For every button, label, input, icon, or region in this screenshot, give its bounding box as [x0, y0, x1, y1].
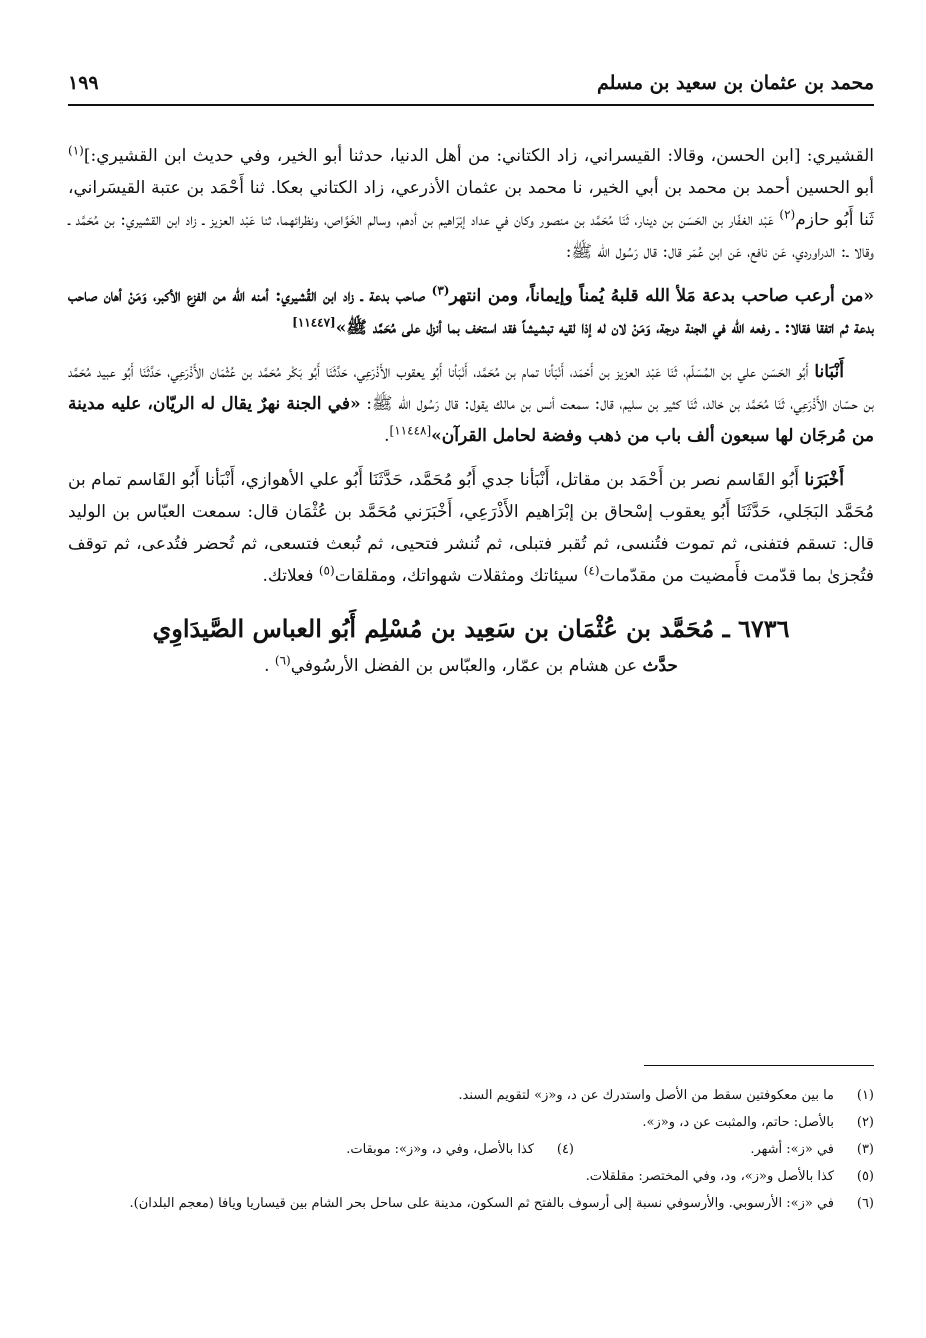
- text-run: سيئاتك ومثقلات شهواتك، ومقلقات: [334, 566, 584, 586]
- footnote-text: في «ز»: الأرسوبي. والأرسوفي نسبة إلى أرسوف بالفتح ثم السكون، مدينة على ساحل بحر الشام بين قيساريا ويافا (معجم البلدان).: [129, 1196, 834, 1211]
- footnote-number: (٦): [856, 1196, 874, 1211]
- hadith-reference-number: [١١٤٤٧]: [292, 315, 336, 330]
- text-run: أبو الحسين أحمد بن محمد بن أبي الخير، نا محمد بن عثمان الأذرعي، زاد الكتاني بعكا. ثنا أَحْمَد بن عتبة القيسَراني، ثَنا أَبُو حازم: [68, 178, 875, 230]
- hadith-text: صاحب بدعة ـ زاد ابن القُشيري: أمنه الله من الفزع الأكبر، وَمَنْ أهان صاحب بدعة ثم اتفقا فقالا: ـ رفعه الله في الجنة درجة، وَمَنْ لان له إذا لقيه تبشيشاً فقد استخف بما أنزل على مُحَمَّد ﷺ»: [68, 286, 874, 338]
- footnotes: [68, 1082, 874, 1217]
- entry-text: [68, 650, 874, 682]
- footnote-4: [274, 1136, 574, 1163]
- footnote-3: [574, 1136, 874, 1163]
- footnote-marker: (١): [68, 143, 84, 158]
- text-run: عن هشام بن عمّار، والعبّاس بن الفضل الأرسُوفي: [290, 656, 643, 676]
- hadith-reference-number: [١١٤٤٨]: [389, 423, 432, 438]
- text-run: فعلاتك.: [262, 566, 319, 586]
- footnote-2: [68, 1109, 874, 1136]
- footnote-text: كذا بالأصل و«ز»، ود، وفي المختصر: مقلقلات.: [585, 1169, 834, 1184]
- footnote-marker: (٥): [318, 563, 335, 578]
- paragraph-lead-word: أَخْبَرَنا: [804, 470, 845, 490]
- footnote-6: [68, 1190, 874, 1217]
- paragraph-lead-word: أَنْبَانا: [814, 362, 844, 382]
- hadith-text: «من أرعب صاحب بدعة مَلأ الله قلبهُ يُمناً وإيماناً، ومن انتهر: [449, 286, 874, 306]
- text-run: عَبْد الغفّار بن الحَسَن بن دينار، ثَنَا مُحَمَّد بن منصور وكان في عداد إبْرَاهيم بن أدهم، وسالم الخَوَّاص، ونظرائهما، ثنا عَبْد العزيز ـ زاد ابن القشيري: بن مُحَمَّد ـ وقالا ـ: الدراوردي، عَن نافع، عَن ابن عُمَر قال: قال رَسُول الله ﷺ:: [68, 210, 874, 262]
- footnote-1: [68, 1082, 874, 1109]
- text-run: أَبُو القَاسم نصر بن أَحْمَد بن مقاتل، أَنْبَأنا جدي أَبُو مُحَمَّد، حَدَّثَنَا أَبُو علي الأهوازي، أَنْبَأنا أَبُو القَاسم تمام بن مُحَمَّد البَجَلي، حَدَّثَنَا أَبُو يعقوب إسْحاق بن إبْرَاهيم الأَذْرَعِي، أَخْبَرَني مُحَمَّد بن عُثْمَان قال: سمعت العبّاس بن الوليد قال: تسقم فتفنى، ثم تموت فتُنسى، ثم تُقبر فتبلى، ثم تُنشر فتحيى، ثم تُبعث فتسعى، ثم تُحضر فتُدعى، ثم توقف فتُجزىٰ بما قدّمت فأَمضيت من مقدّمات: [68, 470, 874, 586]
- footnote-number: (٢): [856, 1115, 874, 1130]
- page-header: [68, 66, 874, 106]
- footnote-text: في «ز»: أشهر.: [750, 1142, 834, 1157]
- hadith-text: «في الجنة نهرٌ يقال له الريّان، عليه مدينة من مُرجَان لها سبعون ألف باب من ذهب وفضة لحامل القرآن»: [68, 394, 874, 446]
- paragraph-isnad: [68, 140, 874, 268]
- header-rule: [68, 104, 874, 106]
- text-run: أَبُو الحَسَن علي بن المُسَلّم، ثَنَا عَبْد العزيز بن أَحْمَد، أَنْبَأنا تمام بن مُحَمَّد، أَنْبَأنا أَبُو يعقوب الأَذْرَعِي، حَدَّثَنَا أَبُو بَكْر مُحَمَّد بن عُثْمَان الأَذْرَعِي، حَدَّثَنَا أَبُو عبيد مُحَمَّد بن حسّان الأَذْرَعِي، ثَنَا مُحَمَّد بن خالد، ثَنَا كثير بن سليم، قال: سمعت أنس بن مالك يقول: قال رَسُول الله ﷺ:: [68, 362, 874, 414]
- book-page: [68, 0, 874, 1338]
- footnote-text: ما بين معكوفتين سقط من الأصل واستدرك عن د، و«ز» لتقويم السند.: [458, 1088, 834, 1103]
- footnote-marker: (٢): [779, 207, 796, 222]
- running-title: محمد بن عثمان بن سعيد بن مسلم: [597, 72, 874, 94]
- entry-heading: ٦٧٣٦ ـ مُحَمَّد بن عُثْمَان بن سَعِيد بن مُسْلِم أَبُو العباس الصَّيدَاوِي: [152, 614, 790, 643]
- footnote-text: بالأصل: حاتم، والمثبت عن د، و«ز».: [642, 1115, 834, 1130]
- footnote-number: (١): [856, 1088, 874, 1103]
- main-text: [68, 140, 874, 694]
- paragraph-anbana: [68, 356, 874, 452]
- paragraph-lead-word: حدَّث: [642, 656, 678, 676]
- footnote-rule: [644, 1065, 874, 1066]
- paragraph-akhbarana: [68, 464, 874, 592]
- text-run: .: [264, 656, 275, 676]
- footnote-marker: (٦): [274, 653, 291, 668]
- footnote-5: [68, 1163, 874, 1190]
- page-number: ١٩٩: [68, 72, 99, 94]
- footnote-number: (٣): [856, 1142, 874, 1157]
- footnote-number: (٥): [856, 1169, 874, 1184]
- footnote-text: كذا بالأصل، وفي د، و«ز»: موبقات.: [346, 1142, 534, 1157]
- footnote-number: (٤): [556, 1142, 574, 1157]
- paragraph-hadith: [68, 280, 874, 344]
- footnote-row: [68, 1136, 874, 1163]
- text-run: .: [384, 426, 390, 446]
- text-run: القشيري: [ابن الحسن، وقالا: القيسراني، زاد الكتاني: من أهل الدنيا، حدثنا أبو الخير، وفي حديث ابن القشيري:]: [83, 146, 874, 166]
- footnote-marker: (٤): [583, 563, 600, 578]
- footnote-marker: (٣): [431, 283, 450, 298]
